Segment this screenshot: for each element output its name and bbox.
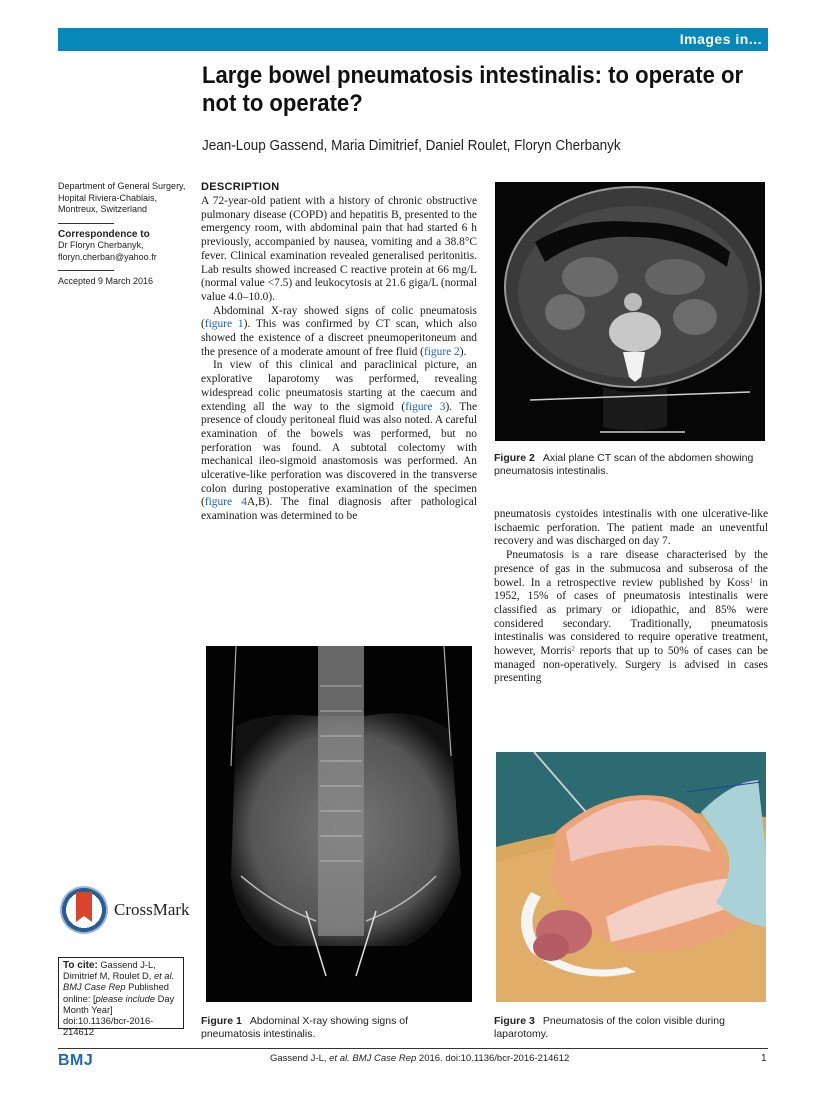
citation-placeholder: please include (95, 993, 156, 1004)
sidebar (58, 181, 188, 288)
correspondence-email[interactable]: floryn.cherban@yahoo.fr (58, 251, 157, 262)
section-bar (58, 28, 768, 51)
citation-heading: To cite: (63, 960, 98, 971)
paragraph: A 72-year-old patient with a history of chronic obstructive pulmonary disease (COPD) and hepatitis B, presented to the emergency room, with abdominal pain that had started 6 h previously, accompanied by nausea, vomiting and a 38.8°C fever. Clinical examination revealed generalised peritonitis. Lab results showed increased C reactive protein at 66 mg/L (normal value <7.5) and leukocytosis at 21.6 giga/L (normal value 4.0–10.0). (201, 195, 477, 303)
paragraph: pneumatosis cystoides intestinalis with one ulcerative-like ischaemic perforation. The patient made an uneventful recovery and was discharged on day 7. (494, 508, 768, 548)
page-number: 1 (761, 1053, 767, 1064)
figure-label: Figure 3 (494, 1015, 535, 1027)
text: In view of this clinical and paraclinical picture, an explorative laparotomy was performed, revealing widespread colic pneumatosis starting at the caecum and extending all the way to the sigmoid ( (201, 359, 477, 413)
caption-text: Pneumatosis of the colon visible during laparotomy. (494, 1015, 725, 1040)
text: reports that up to 50% of cases can be managed non-operatively. Surgery is advised in cases presenting (494, 645, 768, 685)
caption-text: Abdominal X-ray showing signs of pneumatosis intestinalis. (201, 1015, 409, 1040)
figure-2-ct-image (495, 182, 765, 441)
citation-journal: BMJ Case Rep (63, 982, 126, 993)
correspondence-name: Dr Floryn Cherbanyk, (58, 240, 144, 250)
footer-divider (58, 1048, 768, 1049)
text: A,B). The final diagnosis after pathological examination was determined to be (201, 496, 478, 523)
figure-label: Figure 1 (201, 1015, 242, 1027)
figure-4-link[interactable]: figure 4 (204, 496, 247, 509)
text: Pneumatosis is a rare disease characterised by the presence of gas in the submucosa and subserosa of the bowel. In a retrospective review published by Koss (494, 549, 768, 589)
paragraph (201, 305, 477, 360)
footer-doi: 2016. doi:10.1136/bcr-2016-214612 (418, 1053, 570, 1064)
reference-1[interactable]: 1 (749, 576, 754, 585)
divider (58, 223, 114, 224)
figure-2-caption (494, 452, 769, 478)
citation-doi: Day Month Year] doi:10.1136/bcr-2016-214612 (63, 993, 175, 1038)
caption-text: Axial plane CT scan of the abdomen showing pneumatosis intestinalis. (494, 452, 754, 477)
footer-citation (270, 1053, 569, 1064)
divider (58, 270, 114, 271)
figure-1-xray-image (206, 646, 472, 1002)
affiliation: Department of General Surgery, Hopital Riviera-Chablais, Montreux, Switzerland (58, 181, 186, 214)
figure-3-link[interactable]: figure 3 (405, 400, 446, 413)
citation-etal: et al. (153, 971, 175, 982)
laparotomy-graphic (496, 752, 766, 1002)
section-label: Images in... (679, 31, 762, 47)
article-authors: Jean-Loup Gassend, Maria Dimitrief, Daniel Roulet, Floryn Cherbanyk (202, 137, 621, 154)
section-heading: DESCRIPTION (201, 181, 280, 193)
figure-2-link[interactable]: figure 2 (423, 345, 460, 358)
xray-graphic (206, 646, 472, 1002)
body-column-right (494, 508, 768, 686)
citation-box (58, 957, 184, 1038)
text: in 1952, 15% of cases of pneumatosis intestinalis were classified as primary or idiopathic, and 85% were considered secondary. Traditionally, pneumatosis intestinalis was considered to require operative treatment, however, Morris (494, 576, 768, 658)
figure-label: Figure 2 (494, 452, 535, 464)
correspondence-heading: Correspondence to (58, 228, 150, 240)
citation-text: Gassend J-L, Dimitrief M, Roulet D, (63, 960, 156, 982)
figure-1-caption (201, 1015, 461, 1041)
text: ). The presence of cloudy peritoneal fluid was also noted. A careful examination of the bowels was performed, but no perforation was found. A subtotal colectomy with mechanical ileo-sigmoid anastomosis was performed. An ulcerative-like perforation was discovered in the transverse colon during postoperative examination of the specimen ( (201, 400, 477, 509)
citation-text: Published online: [ (63, 982, 169, 1004)
footer-authors: Gassend J-L, (270, 1053, 327, 1064)
ct-scan-graphic (495, 182, 765, 441)
figure-3-caption (494, 1015, 769, 1041)
text: Abdominal X-ray showed signs of colic pneumatosis ( (201, 304, 477, 331)
body-column-left (201, 195, 477, 524)
paragraph (201, 359, 477, 523)
reference-2[interactable]: 2 (571, 645, 575, 654)
text: ). (459, 345, 467, 358)
crossmark-badge[interactable] (60, 886, 190, 936)
accepted-date: Accepted 9 March 2016 (58, 276, 154, 286)
figure-3-laparotomy-photo (496, 752, 766, 1002)
crossmark-label: CrossMark (114, 900, 190, 919)
article-title: Large bowel pneumatosis intestinalis: to operate or not to operate? (202, 62, 744, 117)
figure-1-link[interactable]: figure 1 (204, 318, 244, 331)
text: ). This was confirmed by CT scan, which also showed the existence of a discreet pneumoperitoneum and the presence of a moderate amount of free fluid ( (201, 318, 477, 358)
bmj-logo: BMJ (58, 1052, 94, 1069)
paragraph (494, 549, 768, 686)
footer-journal: et al. BMJ Case Rep (329, 1053, 417, 1064)
